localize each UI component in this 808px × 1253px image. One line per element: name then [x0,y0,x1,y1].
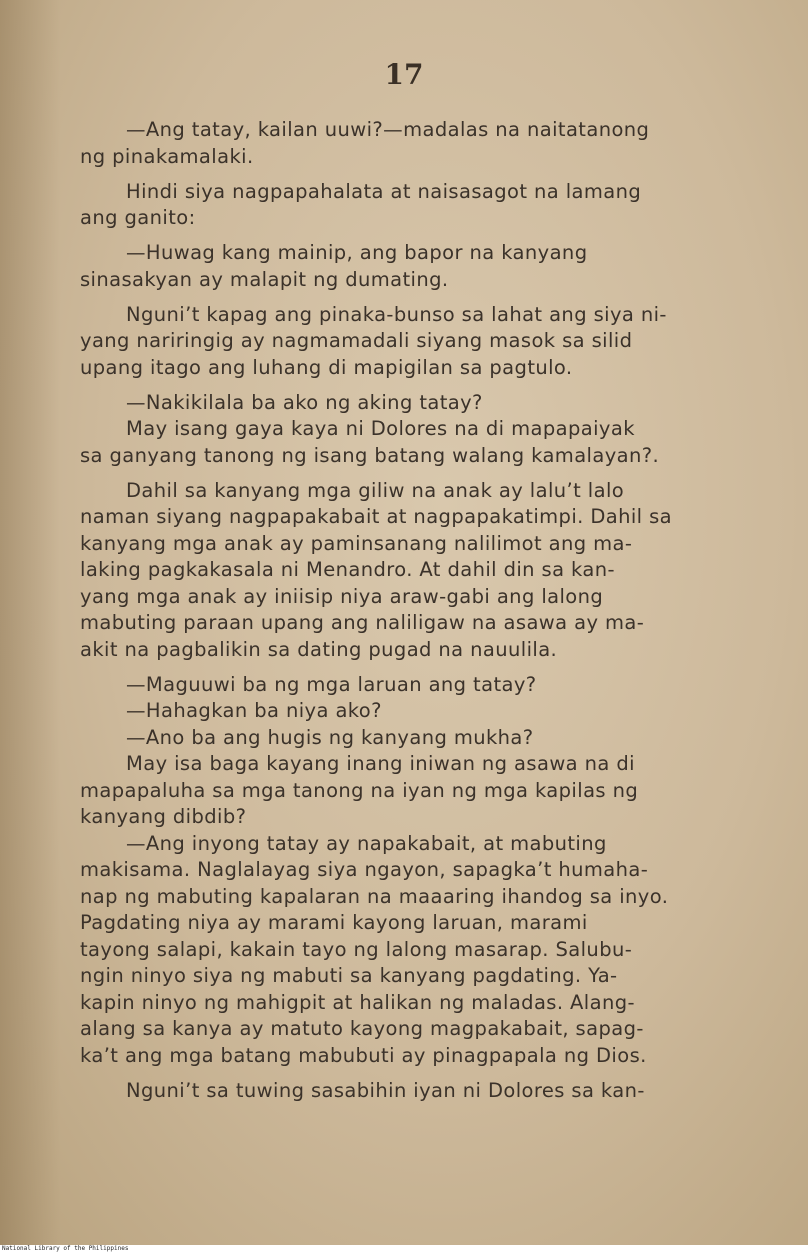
text-line: mapapaluha sa mga tanong na iyan ng mga kapilas ng [80,778,639,802]
text-line: kanyang dibdib? [80,805,247,828]
text-line: —Maguuwi ba ng mga laruan ang tatay? [126,672,537,696]
text-line: —Hahagkan ba niya ako? [126,699,382,722]
text-line: akit na pagbalikin sa dating pugad na nauulila. [80,637,558,661]
text-line: makisama. Naglalayag siya ngayon, sapagka’t humaha- [80,858,649,881]
text-line: Nguni’t sa tuwing sasabihin iyan ni Dolores sa kan- [126,1078,645,1102]
text-line: kanyang mga anak ay paminsanang nalilimot ang ma- [80,531,633,555]
text-line: May isa baga kayang inang iniwan ng asawa na di [126,752,635,775]
text-line: nap ng mabuting kapalaran na maaaring ihandog sa inyo. [80,884,669,908]
text-line: Hindi siya nagpapahalata at naisasagot na lamang [126,179,642,203]
text-line: tayong salapi, kakain tayo ng lalong masarap. Salubu- [80,937,633,961]
text-line: upang itago ang luhang di mapigilan sa pagtulo. [80,355,573,379]
text-line: yang mga anak ay iniisip niya araw-gabi ang lalong [80,584,604,608]
text-line: —Huwag kang mainip, ang bapor na kanyang [126,241,588,264]
text-line: ang ganito: [80,206,196,229]
text-line: Nguni’t kapag ang pinaka-bunso sa lahat ang siya ni- [126,302,667,326]
text-line: laking pagkakasala ni Menandro. At dahil din sa kan- [80,558,615,581]
text-line: ngin ninyo siya ng mabuti sa kanyang pagdating. Ya- [80,964,618,987]
text-line: kapin ninyo ng mahigpit at halikan ng maladas. Alang- [80,990,635,1014]
text-line: sinasakyan ay malapit ng dumating. [80,267,449,291]
text-line: May isang gaya kaya ni Dolores na di mapapaiyak [126,417,635,440]
text-line: Dahil sa kanyang mga giliw na anak ay lalu’t lalo [126,478,625,502]
text-line: alang sa kanya ay matuto kayong magpakabait, sapag- [80,1017,644,1040]
text-line: ng pinakamalaki. [80,144,254,168]
text-line: sa ganyang tanong ng isang batang walang kamalayan?. [80,443,660,467]
text-line: —Nakikilala ba ako ng aking tatay? [126,390,483,414]
text-line: yang nariringig ay nagmamadali siyang masok sa silid [80,329,633,352]
text-line: Pagdating niya ay marami kayong laruan, marami [80,911,588,934]
text-line: —Ano ba ang hugis ng kanyang mukha? [126,725,534,749]
page-number: 17 [384,58,424,91]
text-line: mabuting paraan upang ang naliligaw na asawa ay ma- [80,611,645,634]
footer-credit: National Library of the Philippines [0,1245,808,1253]
body-text [80,117,725,1104]
text-line: —Ang tatay, kailan uuwi?—madalas na naitatanong [126,118,650,141]
text-line: naman siyang nagpapakabait at nagpapakatimpi. Dahil sa [80,505,672,528]
text-line: ka’t ang mga batang mabubuti ay pinagpapala ng Dios. [80,1043,647,1067]
text-line: —Ang inyong tatay ay napakabait, at mabuting [126,831,607,855]
